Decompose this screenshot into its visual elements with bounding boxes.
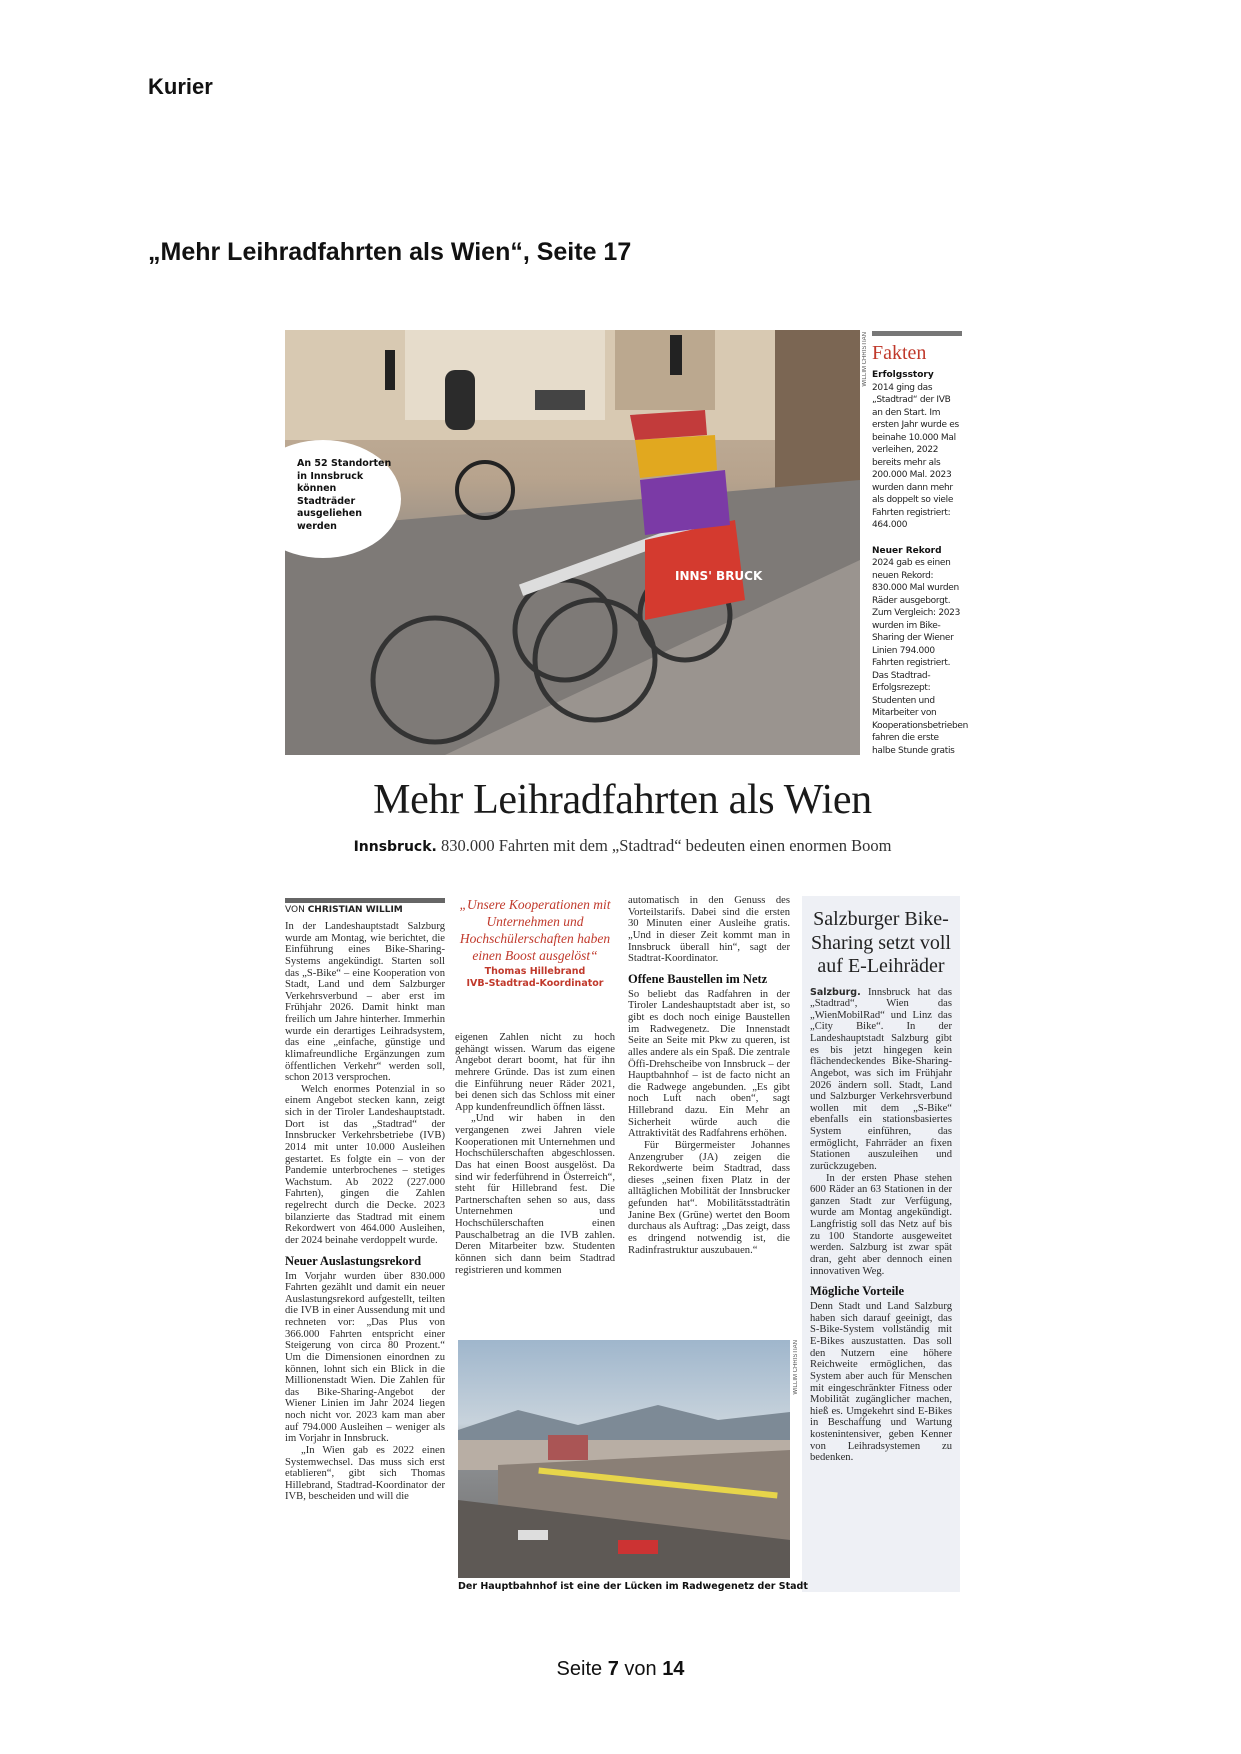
article-subline — [285, 836, 960, 856]
photo-caption-bubble: An 52 Standorten in Innsbruck können Stadträder ausgeliehen werden — [285, 440, 401, 558]
footer-mid: von — [618, 1658, 663, 1680]
photo-credit: WILLIM CHRISTIAN — [862, 332, 868, 387]
paragraph: automatisch in den Genuss des Vorteilstarifs. Dabei sind die ersten 30 Minuten einer Ausleihe gratis. „Und in dieser Zeit kommt man in Innsbruck überall hin“, sagt der Stadtrat-Koordinator. — [628, 895, 790, 965]
quote-text: „Unsere Kooperationen mit Unternehmen und Hochschülerschaften haben einen Boost ausgelöst“ — [459, 897, 611, 963]
subline-text: 830.000 Fahrten mit dem „Stadtrad“ bedeuten einen enormen Boom — [436, 836, 892, 855]
main-station-illustration — [458, 1340, 790, 1578]
quote-name: Thomas Hillebrand — [484, 966, 586, 977]
subheading: Offene Baustellen im Netz — [628, 971, 768, 986]
subheading: Mögliche Vorteile — [810, 1284, 905, 1299]
sidebar-box — [802, 896, 960, 1592]
facts-bar — [872, 331, 962, 336]
paragraph: eigenen Zahlen nicht zu hoch gehängt wissen. Warum das eigene Angebot derart boomt, hat für ihn mehrere Gründe. Das ist zum einen die Einführung neuer Räder 2021, bei denen sich das Schloss mit einer App kundenfreundlich öffnen lässt. — [455, 1032, 615, 1113]
paragraph: Welch enormes Potenzial in so einem Angebot stecken kann, zeigt sich in der Tiroler Landeshauptstadt. Dort ist das „Stadtrad“ der Innsbrucker Verkehrsbetriebe (IVB) 2014 mit unter 10.000 Ausleihen gestartet. Es folgte ein – von der Pandemie unterbrochenes – stetiges Wachstum. Ab 2022 (227.000 Fahrten), gingen die Zahlen regelrecht durch die Decke. 2023 bilanzierte das Stadtrad mit einem Rekordwert von 464.000 Ausleihen, der 2024 beinahe verdoppelt wurde. — [285, 1083, 445, 1246]
paragraph: Im Vorjahr wurden über 830.000 Fahrten gezählt und damit ein neuer Auslastungsrekord aufgestellt, teilten die IVB in einer Aussendung mit und rechneten vor: „Das Plus von 366.000 Fahrten entspricht einer Steigerung von circa 80 Prozent.“ Um die Dimensionen einordnen zu können, lohnt sich ein Blick in die Millionenstadt Wien. Die Zahlen für das Bike-Sharing-Angebot der Wiener Linien im Jahr 2024 liegen noch nicht vor. 2023 kam man aber auf 794.000 Ausleihen – weniger als im Vorjahr in Innsbruck. — [285, 1270, 445, 1445]
paragraph: „In Wien gab es 2022 einen Systemwechsel. Das muss sich erst etablieren“, gibt sich Thomas Hillebrand, Stadtrad-Koordinator der IVB, bescheiden und will die — [285, 1444, 445, 1503]
source-name: Kurier — [148, 74, 213, 99]
article-column-2 — [455, 1032, 615, 1276]
byline — [285, 905, 445, 915]
paragraph: In der ersten Phase stehen 600 Räder an 63 Stationen in der ganzen Stadt zur Verfügung, wurde am Montag angekündigt. Langfristig soll das Netz auf bis zu 100 Standorte ausgeweitet werden. Salzburg ist zwar spät dran, geht aber dennoch einen innovativen Weg. — [810, 1172, 952, 1277]
paragraph-text: Innsbruck hat das „Stadtrad“, Wien das „WienMobilRad“ und Linz das „City Bike“. In der Landeshauptstadt Salzburg gibt es bis jetzt hingegen kein flächendeckendes Bike-Sharing-Angebot, was sich im Frühjahr 2026 ändern soll. Stadt, Land und Salzburger Verkehrsverbund wollen mit dem „S-Bike“ ebenfalls ein stationsbasiertes System einführen, das ermöglicht, Fahrräder an fixen Stationen auszuleihen und zurückzugeben. — [810, 986, 952, 1172]
facts-text: 2014 ging das „Stadtrad“ der IVB an den Start. Im ersten Jahr wurde es beinahe 10.000 Mal verleihen, 2022 bereits mehr als 200.000 Mal. 2023 wurden dann mehr als doppelt so viele Fahrten registriert: 464.000 — [872, 382, 959, 530]
facts-title: Fakten — [872, 342, 927, 364]
facts-heading: Neuer Rekord — [872, 545, 942, 556]
byline-author: CHRISTIAN WILLIM — [307, 905, 403, 915]
paragraph: In der Landeshauptstadt Salzburg wurde am Montag, wie berichtet, die Einführung eines Bike-Sharing-Systems angekündigt. Starten soll das „S-Bike“ – eine Kooperation von Stadt, Land und dem Salzburger Verkehrsverbund – aber erst im Frühjahr 2026. Damit hinkt man freilich um Jahre hinterher. Immerhin wurde ein derartiges Leihradsystem, das eine „einfache, günstige und klimafreundliche Ergänzungen zum öffentlichen Verkehr“ werden soll, schon 2013 versprochen. — [285, 921, 445, 1084]
sidebar-title: Salzburger Bike-Sharing setzt voll auf E-Leihräder — [811, 908, 951, 977]
facts-text: 2024 gab es einen neuen Rekord: 830.000 Mal wurden Räder ausgeborgt. Zum Vergleich: 2023 wurden im Bike-Sharing der Wiener Linien 794.000 Fahrten registriert. Das Stadtrad-Erfolgsrezept: Studenten und Mitarbeiter von Kooperationsbetrieben fahren die erste halbe Stunde gratis — [872, 558, 969, 756]
total-pages: 14 — [662, 1658, 685, 1680]
paragraph: „Und wir haben in den vergangenen zwei Jahren viele Kooperationen mit Unternehmen und Hochschülerschaften abgeschlossen. Das hat einen Boost ausgelöst. Da sind wir federführend in Österreich“, steht für Hillebrand fest. Die Partnerschaften sehen so aus, dass Unternehmen und Hochschülerschaften einen Pauschalbetrag an die IVB zahlen. Deren Mitarbeiter bzw. Studenten können sich dann beim Stadtrad registrieren und kommen — [455, 1113, 615, 1276]
main-station-photo — [458, 1340, 790, 1578]
facts-heading: Erfolgsstory — [872, 370, 934, 380]
facts-box — [872, 331, 969, 770]
quote-role: IVB-Stadtrad-Koordinator — [466, 978, 604, 989]
sidebar-dateline: Salzburg. — [810, 986, 861, 998]
page-number — [0, 1658, 1241, 1681]
column-rule — [285, 898, 445, 903]
article-column-3 — [628, 895, 790, 1256]
photo-caption: Der Hauptbahnhof ist eine der Lücken im Radwegenetz der Stadt — [458, 1581, 808, 1592]
dateline: Innsbruck. — [353, 839, 437, 855]
paragraph: Für Bürgermeister Johannes Anzengruber (JA) zeigen die Rekordwerte beim Stadtrad, dass dieses „seinen fixen Platz in der alltäglichen Mobilität der Innsbrucker gefunden hat“. Mobilitätsstadträtin Janine Bex (Grüne) wertet den Boom durchaus als Auftrag: „Das zeigt, dass es dringend notwendig ist, die Radinfrastruktur auszubauen.“ — [628, 1139, 790, 1256]
paragraph — [810, 987, 952, 1173]
article-headline: Mehr Leihradfahrten als Wien — [373, 777, 872, 823]
current-page: 7 — [607, 1658, 619, 1680]
byline-prefix: VON — [285, 905, 308, 915]
subheading: Neuer Auslastungsrekord — [285, 1253, 422, 1268]
bike-label: INNS' BRUCK — [675, 569, 763, 583]
footer-prefix: Seite — [556, 1658, 608, 1680]
photo-credit: WILLIM CHRISTIAN — [793, 1340, 799, 1395]
bike-station-photo — [285, 330, 860, 755]
paragraph: Denn Stadt und Land Salzburg haben sich darauf geeinigt, das S-Bike-System vollständig mit E-Bikes auszustatten. Das soll den Nutzern eine höhere Reichweite ermöglichen, das System aber auch für Menschen mit eingeschränkter Fitness oder Mobilität zugänglicher machen, hieß es. Umgekehrt sind E-Bikes in Beschaffung und Wartung kostenintensiver, geben Kenner von Leihradsystemen zu bedenken. — [810, 1301, 952, 1464]
pull-quote — [455, 896, 615, 990]
clip-title: „Mehr Leihradfahrten als Wien“, Seite 17 — [148, 238, 632, 266]
article-column-1 — [285, 898, 445, 1503]
paragraph: So beliebt das Radfahren in der Tiroler Landeshauptstadt aber ist, so gibt es doch noch einige Baustellen im Radwegenetz. Die Innenstadt Seite an Seite mit Pkw zu queren, ist alles andere als ein Spaß. Die zentrale Öffi-Drehscheibe von Innsbruck – der Hauptbahnhof – ist de facto nicht an die Radwege angebunden. „Es gibt noch Luft nach oben“, sagt Hillebrand dazu. Ein Mehr an Sicherheit würde auch die Attraktivität des Radfahrens erhöhen. — [628, 988, 790, 1140]
